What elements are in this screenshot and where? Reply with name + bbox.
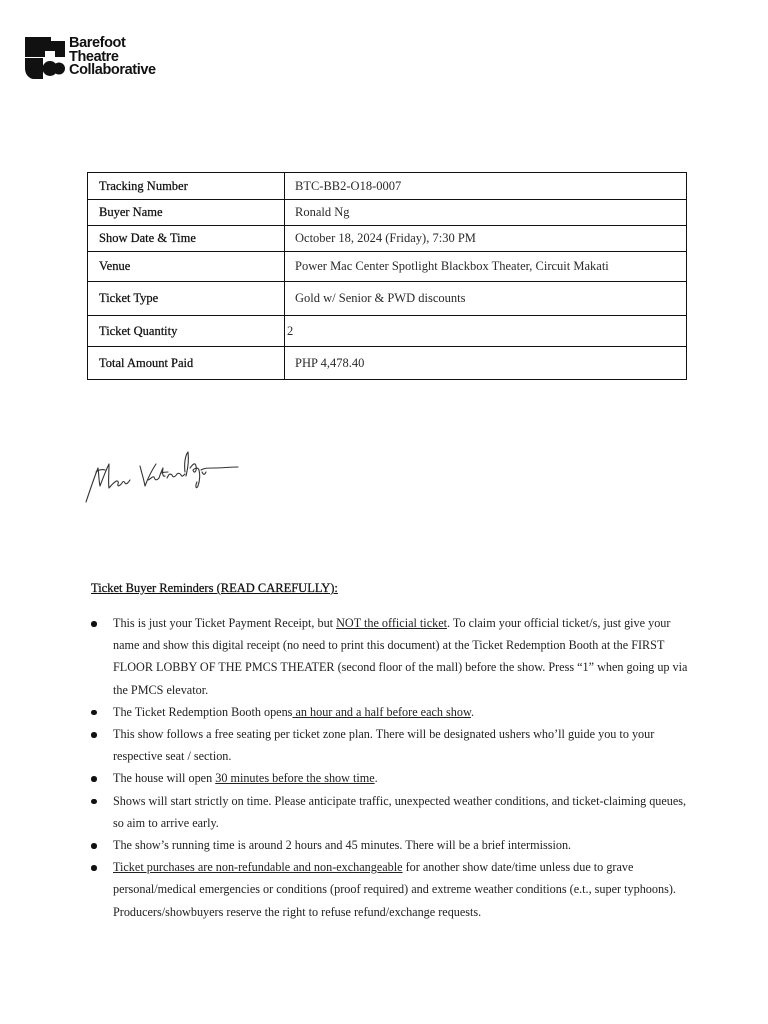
reminder-text-end: . To claim your official ticket/s, just give your name and show this digital receipt (no need to print this document) at the Ticket Redemption Booth at the FIRST FLOOR LOBBY OF THE PMCS THEATER (second floor of the mall) before the show. Press “1” when going up via the PMCS elevator.	[113, 616, 688, 697]
handwritten-signature	[82, 446, 242, 508]
reminder-text: This show follows a free seating per ticket zone plan. There will be designated ushers who’ll guide you to your respective seat / section.	[113, 727, 655, 764]
reminder-underlined-text: 30 minutes before the show time	[215, 771, 375, 786]
tracking-number-label: Tracking Number	[88, 173, 285, 200]
table-row	[88, 226, 687, 252]
ticket-quantity-value: 2	[285, 316, 687, 347]
list-item	[91, 856, 691, 923]
table-row	[88, 252, 687, 282]
venue-value: Power Mac Center Spotlight Blackbox Theater, Circuit Makati	[285, 252, 687, 282]
bullet-icon	[91, 865, 97, 871]
bullet-icon	[91, 776, 97, 782]
show-date-time-value: October 18, 2024 (Friday), 7:30 PM	[285, 226, 687, 252]
list-item	[91, 767, 691, 789]
bullet-icon	[91, 621, 97, 627]
reminders-title: Ticket Buyer Reminders (READ CAREFULLY):	[91, 581, 338, 595]
tracking-number-value: BTC-BB2-O18-0007	[285, 173, 687, 200]
ticket-quantity-label: Ticket Quantity	[88, 316, 285, 347]
show-date-time-label: Show Date & Time	[88, 226, 285, 252]
reminder-underlined-text: Ticket purchases are non-refundable and non-exchangeable	[113, 860, 403, 875]
reminder-text: This is just your Ticket Payment Receipt, but	[113, 616, 337, 630]
total-amount-value: PHP 4,478.40	[285, 347, 687, 380]
bullet-icon	[91, 799, 97, 805]
reminder-text: The Ticket Redemption Booth opens	[113, 704, 293, 719]
buyer-name-value: Ronald Ng	[285, 200, 687, 226]
table-row	[88, 173, 687, 200]
reminder-text: The house will open	[113, 771, 216, 786]
brand-name-line-2: Theatre	[69, 48, 119, 65]
reminder-text-end: .	[470, 704, 475, 719]
bullet-icon	[91, 732, 97, 738]
bullet-icon	[91, 710, 97, 716]
ticket-type-label: Ticket Type	[88, 282, 285, 316]
total-amount-label: Total Amount Paid	[88, 347, 285, 380]
barefoot-logo-icon	[25, 37, 65, 79]
brand-name-line-1: Barefoot	[69, 35, 126, 51]
brand-name-line-3: Collaborative	[69, 62, 156, 79]
buyer-name-label: Buyer Name	[88, 200, 285, 226]
list-item	[91, 701, 691, 723]
brand-name	[69, 37, 156, 78]
reminder-text-end: .	[374, 771, 378, 786]
table-row	[88, 347, 687, 380]
ticket-details-table	[87, 172, 687, 380]
reminders-list	[91, 612, 691, 923]
list-item	[91, 790, 691, 834]
list-item	[91, 834, 691, 856]
reminder-text: Shows will start strictly on time. Please anticipate traffic, unexpected weather conditions, and ticket-claiming queues, so aim to arrive early.	[113, 793, 687, 830]
table-row	[88, 200, 687, 226]
table-row	[88, 282, 687, 316]
reminder-underlined-text: NOT the official ticket	[336, 616, 447, 630]
list-item	[91, 723, 691, 767]
reminder-underlined-text: an hour and a half before each show	[292, 704, 471, 719]
bullet-icon	[91, 843, 97, 849]
reminder-text: The show’s running time is around 2 hours and 45 minutes. There will be a brief intermission.	[113, 838, 572, 853]
table-row	[88, 316, 687, 347]
reminder-text-end: for another show date/time unless due to grave personal/medical emergencies or conditions (proof required) and extreme weather conditions (e.t., super typhoons). Producers/showbuyers reserve the right to refuse refund/exchange requests.	[113, 860, 676, 919]
list-item	[91, 612, 691, 701]
brand-logo	[25, 37, 156, 79]
ticket-type-value: Gold w/ Senior & PWD discounts	[285, 282, 687, 316]
venue-label: Venue	[88, 252, 285, 282]
